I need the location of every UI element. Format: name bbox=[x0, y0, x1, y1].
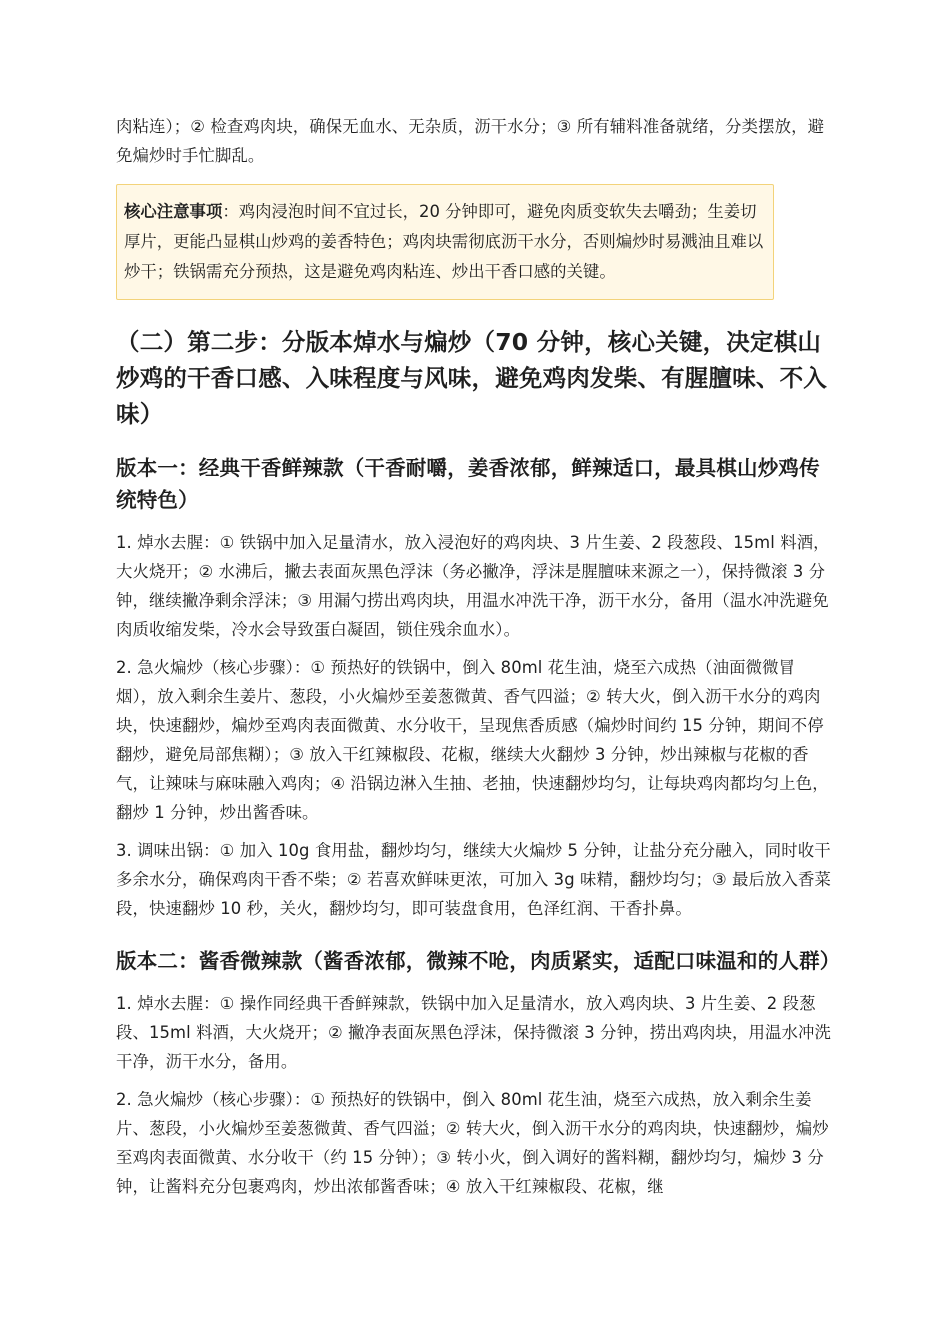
core-notes-callout bbox=[116, 184, 774, 300]
version2-step-2: 2. 急火煸炒（核心步骤）：① 预热好的铁锅中，倒入 80ml 花生油，烧至六成热，放入剩余生姜片、葱段，小火煸炒至姜葱微黄、香气四溢；② 转大火，倒入沥干水分的鸡肉块，快速翻炒，煸炒至鸡肉表面微黄、水分收干（约 15 分钟）；③ 转小火，倒入调好的酱料糊，翻炒均匀，煸炒 3 分钟，让酱料充分包裹鸡肉，炒出浓郁酱香味；④ 放入干红辣椒段、花椒，继 bbox=[116, 1090, 829, 1196]
intro-paragraph: 肉粘连）；② 检查鸡肉块，确保无血水、无杂质，沥干水分；③ 所有辅料准备就绪，分类摆放，避免煸炒时手忙脚乱。 bbox=[116, 117, 825, 165]
version2-step-1: 1. 焯水去腥：① 操作同经典干香鲜辣款，铁锅中加入足量清水，放入鸡肉块、3 片生姜、2 段葱段、15ml 料酒，大火烧开；② 撇净表面灰黑色浮沫，保持微滚 3 分钟，捞出鸡肉块，用温水冲洗干净，沥干水分，备用。 bbox=[116, 994, 831, 1071]
section-title: （二）第二步：分版本焯水与煸炒（70 分钟，核心关键，决定棋山炒鸡的干香口感、入味程度与风味，避免鸡肉发柴、有腥膻味、不入味） bbox=[116, 328, 827, 428]
version1-step-1: 1. 焯水去腥：① 铁锅中加入足量清水，放入浸泡好的鸡肉块、3 片生姜、2 段葱段、15ml 料酒，大火烧开；② 水沸后，撇去表面灰黑色浮沫（务必撇净，浮沫是腥膻味来源之一），保持微滚 3 分钟，继续撇净剩余浮沫；③ 用漏勺捞出鸡肉块，用温水冲洗干净，沥干水分，备用（温水冲洗避免肉质收缩发柴，冷水会导致蛋白凝固，锁住残余血水）。 bbox=[116, 533, 830, 639]
callout-label: 核心注意事项 bbox=[124, 202, 223, 221]
version1-step-2: 2. 急火煸炒（核心步骤）：① 预热好的铁锅中，倒入 80ml 花生油，烧至六成热（油面微微冒烟），放入剩余生姜片、葱段，小火煸炒至姜葱微黄、香气四溢；② 转大火，倒入沥干水分的鸡肉块，快速翻炒，煸炒至鸡肉表面微黄、水分收干，呈现焦香质感（煸炒时间约 15 分钟，期间不停翻炒，避免局部焦糊）；③ 放入干红辣椒段、花椒，继续大火翻炒 3 分钟，炒出辣椒与花椒的香气，让辣味与麻味融入鸡肉；④ 沿锅边淋入生抽、老抽，快速翻炒均匀，让每块鸡肉都均匀上色，翻炒 1 分钟，炒出酱香味。 bbox=[116, 658, 829, 822]
callout-text: ：鸡肉浸泡时间不宜过长，20 分钟即可，避免肉质变软失去嚼劲；生姜切厚片，更能凸显棋山炒鸡的姜香特色；鸡肉块需彻底沥干水分，否则煸炒时易溅油且难以炒干；铁锅需充分预热，这是避免鸡肉粘连、炒出干香口感的关键。 bbox=[124, 202, 764, 281]
version2-title: 版本二：酱香微辣款（酱香浓郁，微辣不呛，肉质紧实，适配口味温和的人群） bbox=[116, 949, 841, 973]
document-page bbox=[116, 112, 841, 1210]
version1-step-3: 3. 调味出锅：① 加入 10g 食用盐，翻炒均匀，继续大火煸炒 5 分钟，让盐分充分融入，同时收干多余水分，确保鸡肉干香不柴；② 若喜欢鲜味更浓，可加入 3g 味精，翻炒均匀；③ 最后放入香菜段，快速翻炒 10 秒，关火，翻炒均匀，即可装盘食用，色泽红润、干香扑鼻。 bbox=[116, 841, 831, 918]
version1-title: 版本一：经典干香鲜辣款（干香耐嚼，姜香浓郁，鲜辣适口，最具棋山炒鸡传统特色） bbox=[116, 456, 820, 512]
